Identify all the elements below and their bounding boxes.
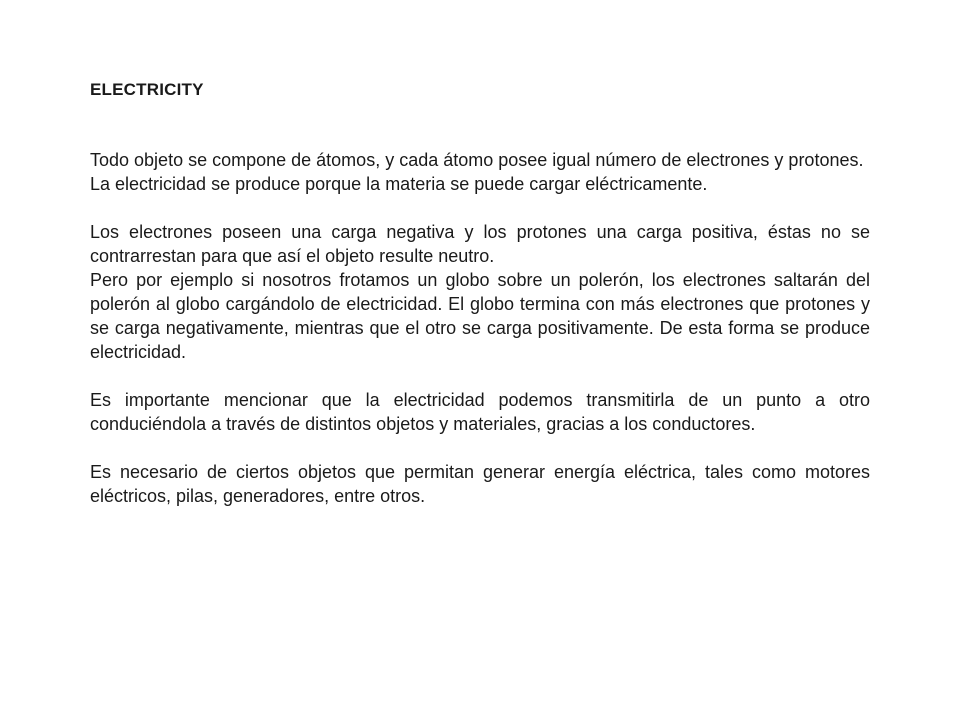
paragraph-charges: Los electrones poseen una carga negativa y los protones una carga positiva, éstas no se contrarrestan para que así el objeto resulte neutro. xyxy=(90,222,870,266)
slide-title: ELECTRICITY xyxy=(90,80,204,99)
paragraph-atoms: Todo objeto se compone de átomos, y cada átomo posee igual número de electrones y protones. xyxy=(90,150,864,170)
paragraph-balloon-example: Pero por ejemplo si nosotros frotamos un globo sobre un polerón, los electrones saltarán del polerón al globo cargándolo de electricidad. El globo termina con más electrones que protones y se carga negativamente, mientras que el otro se carga positivamente. De esta forma se produce electricidad. xyxy=(90,270,870,362)
slide-body xyxy=(90,148,870,508)
paragraph-generation: Es necesario de ciertos objetos que permitan generar energía eléctrica, tales como motores eléctricos, pilas, generadores, entre otros. xyxy=(90,462,870,506)
paragraph-conductors: Es importante mencionar que la electricidad podemos transmitirla de un punto a otro conduciéndola a través de distintos objetos y materiales, gracias a los conductores. xyxy=(90,390,870,434)
paragraph-electricity-produced: La electricidad se produce porque la materia se puede cargar eléctricamente. xyxy=(90,174,708,194)
